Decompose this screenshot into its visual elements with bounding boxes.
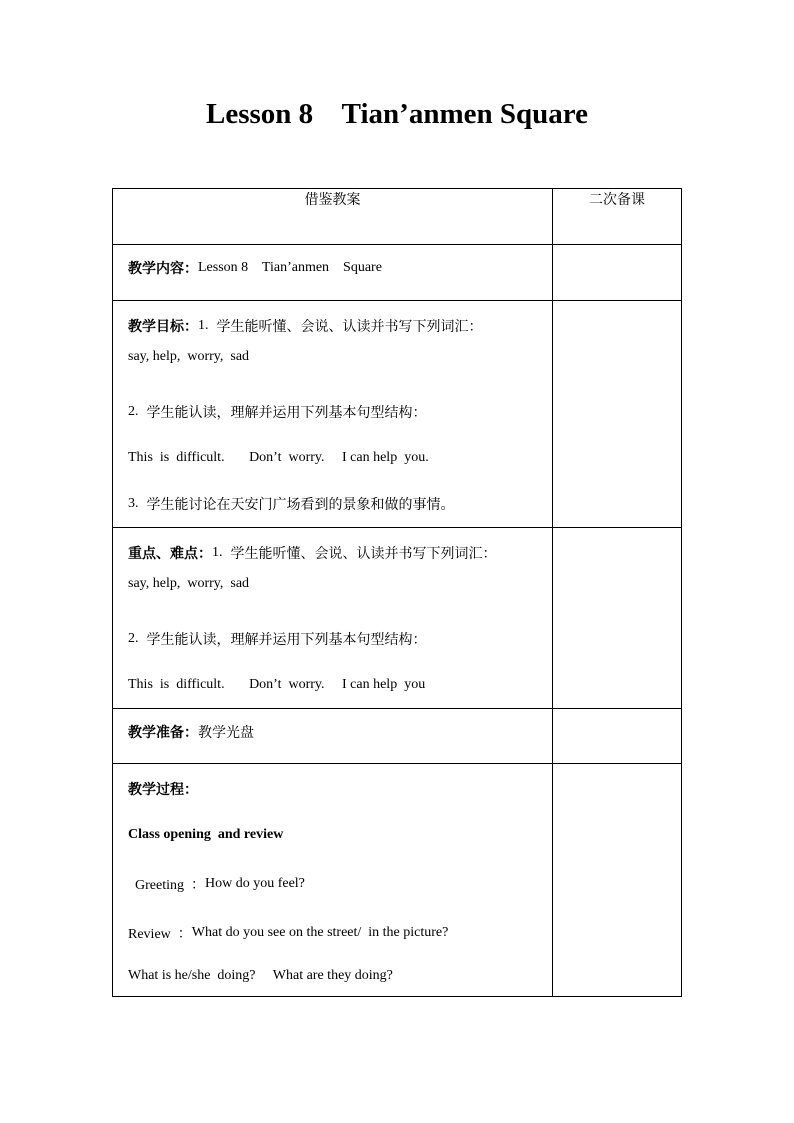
- keypoints-item-1: 学生能听懂、会说、认读并书写下列词汇：: [230, 546, 497, 562]
- objectives-num-1: 1.: [198, 318, 209, 333]
- row-preparation: [113, 709, 682, 764]
- content-notes-cell: [553, 245, 682, 301]
- lesson-plan-table: [112, 188, 682, 997]
- page-title: Lesson 8 Tian’anmen Square: [206, 98, 588, 130]
- greeting-text: How do you feel?: [204, 876, 305, 891]
- row-teaching-objectives: [113, 301, 682, 528]
- objectives-item-2: 学生能认读，理解并运用下列基本句型结构：: [146, 405, 427, 421]
- objectives-vocab: say, help, worry, sad: [128, 349, 250, 364]
- keypoints-label: 重点、难点：: [128, 546, 212, 562]
- header-reference-plan: 借鉴教案: [113, 189, 553, 245]
- row-key-points: [113, 528, 682, 709]
- keypoints-vocab: say, help, worry, sad: [128, 576, 250, 591]
- process-notes-cell: [553, 764, 682, 997]
- keypoints-item-2: 学生能认读，理解并运用下列基本句型结构：: [146, 632, 427, 648]
- review-text: What do you see on the street/ in the picture?: [191, 925, 449, 940]
- objectives-item-1: 学生能听懂、会说、认读并书写下列词汇：: [216, 319, 483, 335]
- row-teaching-process: [113, 764, 682, 997]
- table-header-row: [113, 189, 682, 245]
- objectives-notes-cell: [553, 301, 682, 528]
- content-text: Lesson 8 Tian’anmen Square: [198, 260, 382, 275]
- keypoints-num-1: 1.: [212, 545, 223, 560]
- process-section-title: Class opening and review: [128, 827, 284, 842]
- objectives-num-3: 3.: [128, 496, 139, 511]
- row-teaching-content: [113, 245, 682, 301]
- content-label: 教学内容：: [128, 261, 198, 277]
- preparation-notes-cell: [553, 709, 682, 764]
- preparation-text: 教学光盘: [198, 725, 254, 741]
- objectives-item-3: 学生能讨论在天安门广场看到的景象和做的事情。: [146, 497, 455, 513]
- process-question-line: What is he/she doing? What are they doing?: [128, 968, 393, 983]
- review-label: Review ：: [128, 927, 192, 942]
- header-secondary-prep: 二次备课: [553, 189, 682, 245]
- process-label: 教学过程：: [128, 782, 198, 798]
- objectives-label: 教学目标：: [128, 319, 198, 335]
- greeting-label: Greeting ：: [128, 878, 205, 893]
- keypoints-num-2: 2.: [128, 631, 139, 646]
- objectives-num-2: 2.: [128, 404, 139, 419]
- keypoints-sentences: This is difficult. Don’t worry. I can help you: [128, 677, 426, 692]
- preparation-label: 教学准备：: [128, 725, 198, 741]
- keypoints-notes-cell: [553, 528, 682, 709]
- objectives-sentences: This is difficult. Don’t worry. I can help you.: [128, 450, 429, 465]
